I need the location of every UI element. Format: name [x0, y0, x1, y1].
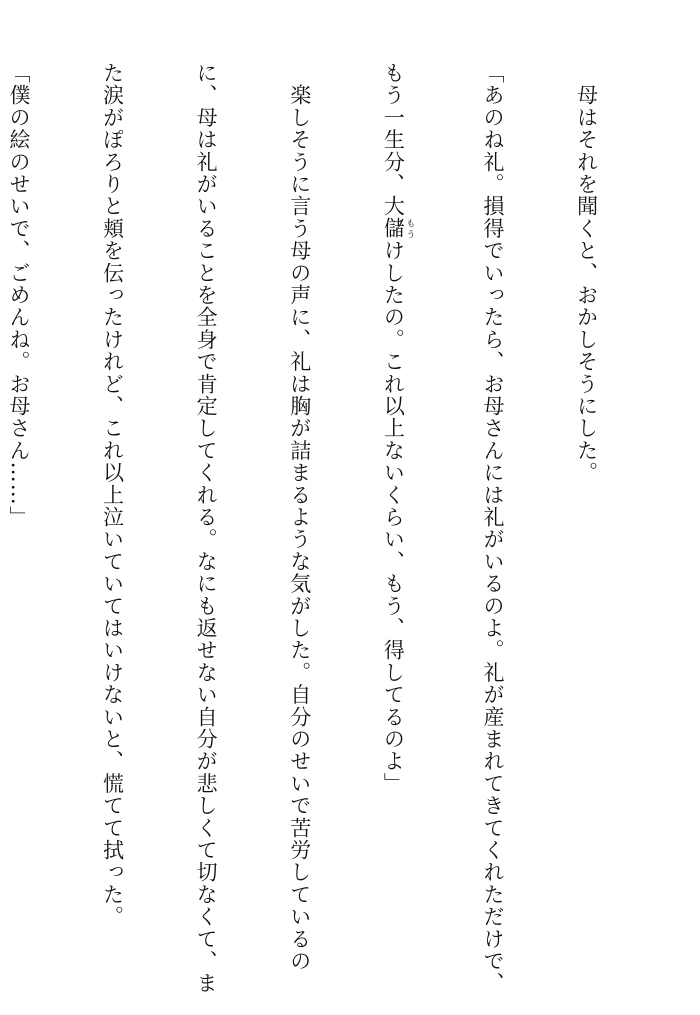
text-line: 「僕の絵のせいで、ごめんね。お母さん……」 — [6, 62, 31, 529]
text-line: 「あのね礼。損得でいったら、お母さんには礼がいるのよ。礼が産まれてきてくれただけで、 — [480, 62, 505, 995]
text-line: 楽しそうに言う母の声に、礼は胸が詰まるような気がした。自分のせいで苦労しているの — [287, 62, 312, 973]
ruby-base: 儲 — [381, 217, 406, 240]
vertical-text-body — [0, 62, 664, 995]
text-segment: もう一生分、大 — [381, 62, 406, 218]
text-line-with-ruby — [377, 62, 414, 962]
ruby-reading: もう — [404, 217, 415, 240]
text-line: た涙がぽろりと頬を伝ったけれど、これ以上泣いていてはいけないと、慌てて拭った。 — [100, 62, 125, 928]
text-line: 母はそれを聞くと、おかしそうにした。 — [574, 62, 599, 484]
text-segment: けしたの。これ以上ないくらい、もう、得してるのよ」 — [381, 239, 406, 795]
text-line: に、母は礼がいることを全身で肯定してくれる。なにも返せない自分が悲しくて切なくて、ま — [194, 62, 219, 995]
ruby-annotation — [381, 217, 415, 240]
